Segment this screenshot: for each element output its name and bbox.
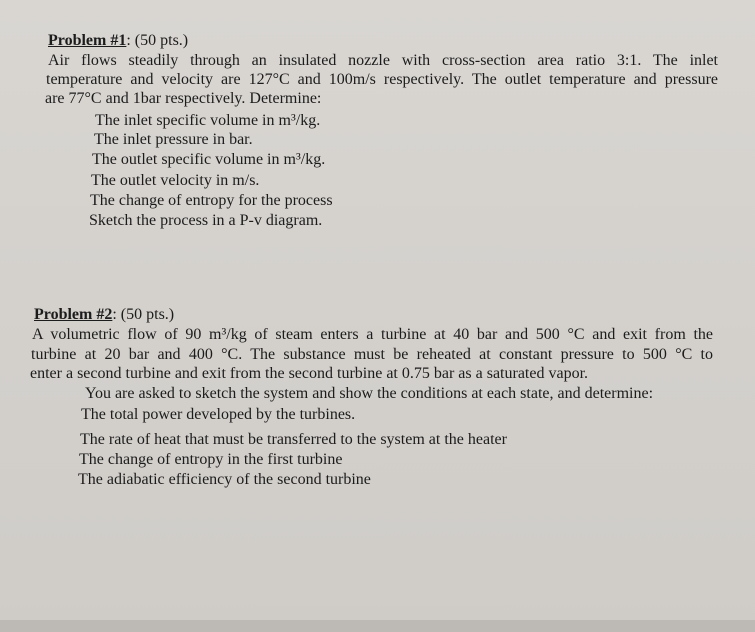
problem1-label: Problem #1 [48, 32, 127, 49]
problem1-item: The outlet velocity in m/s. [91, 172, 260, 189]
problem2-item: The rate of heat that must be transferred to the system at the heater [80, 431, 507, 448]
problem2-item: The total power developed by the turbines. [81, 406, 356, 423]
problem2-text-line: A volumetric flow of 90 m³/kg of steam enters a turbine at 40 bar and 500 °C and exit from the [32, 326, 713, 343]
problem2-text-line: enter a second turbine and exit from the second turbine at 0.75 bar as a saturated vapor. [30, 365, 589, 382]
paper-bottom-edge [0, 620, 755, 632]
problem1-text-line: are 77°C and 1bar respectively. Determine: [45, 90, 322, 107]
problem1-text-line: Air flows steadily through an insulated nozzle with cross-section area ratio 3:1. The inlet [48, 52, 718, 69]
problem2-text-line: turbine at 20 bar and 400 °C. The substance must be reheated at constant pressure to 500 °C to [31, 346, 713, 363]
problem1-points: : (50 pts.) [126, 32, 189, 49]
problem1-text-line: temperature and velocity are 127°C and 100m/s respectively. The outlet temperature and pressure [46, 71, 718, 88]
problem2-label: Problem #2 [34, 306, 113, 323]
problem1-item: Sketch the process in a P-v diagram. [89, 212, 323, 229]
problem2-heading [34, 305, 174, 324]
problem2-item: The change of entropy in the first turbine [79, 451, 343, 468]
problem2-item: You are asked to sketch the system and show the conditions at each state, and determine: [85, 385, 654, 402]
problem1-heading [48, 31, 188, 50]
problem1-item: The inlet specific volume in m³/kg. [95, 112, 321, 129]
problem1-item: The outlet specific volume in m³/kg. [92, 151, 326, 168]
problem1-item: The change of entropy for the process [90, 192, 333, 209]
problem2-points: : (50 pts.) [112, 306, 175, 323]
problem2-item: The adiabatic efficiency of the second turbine [78, 471, 371, 488]
problem1-item: The inlet pressure in bar. [94, 131, 253, 148]
